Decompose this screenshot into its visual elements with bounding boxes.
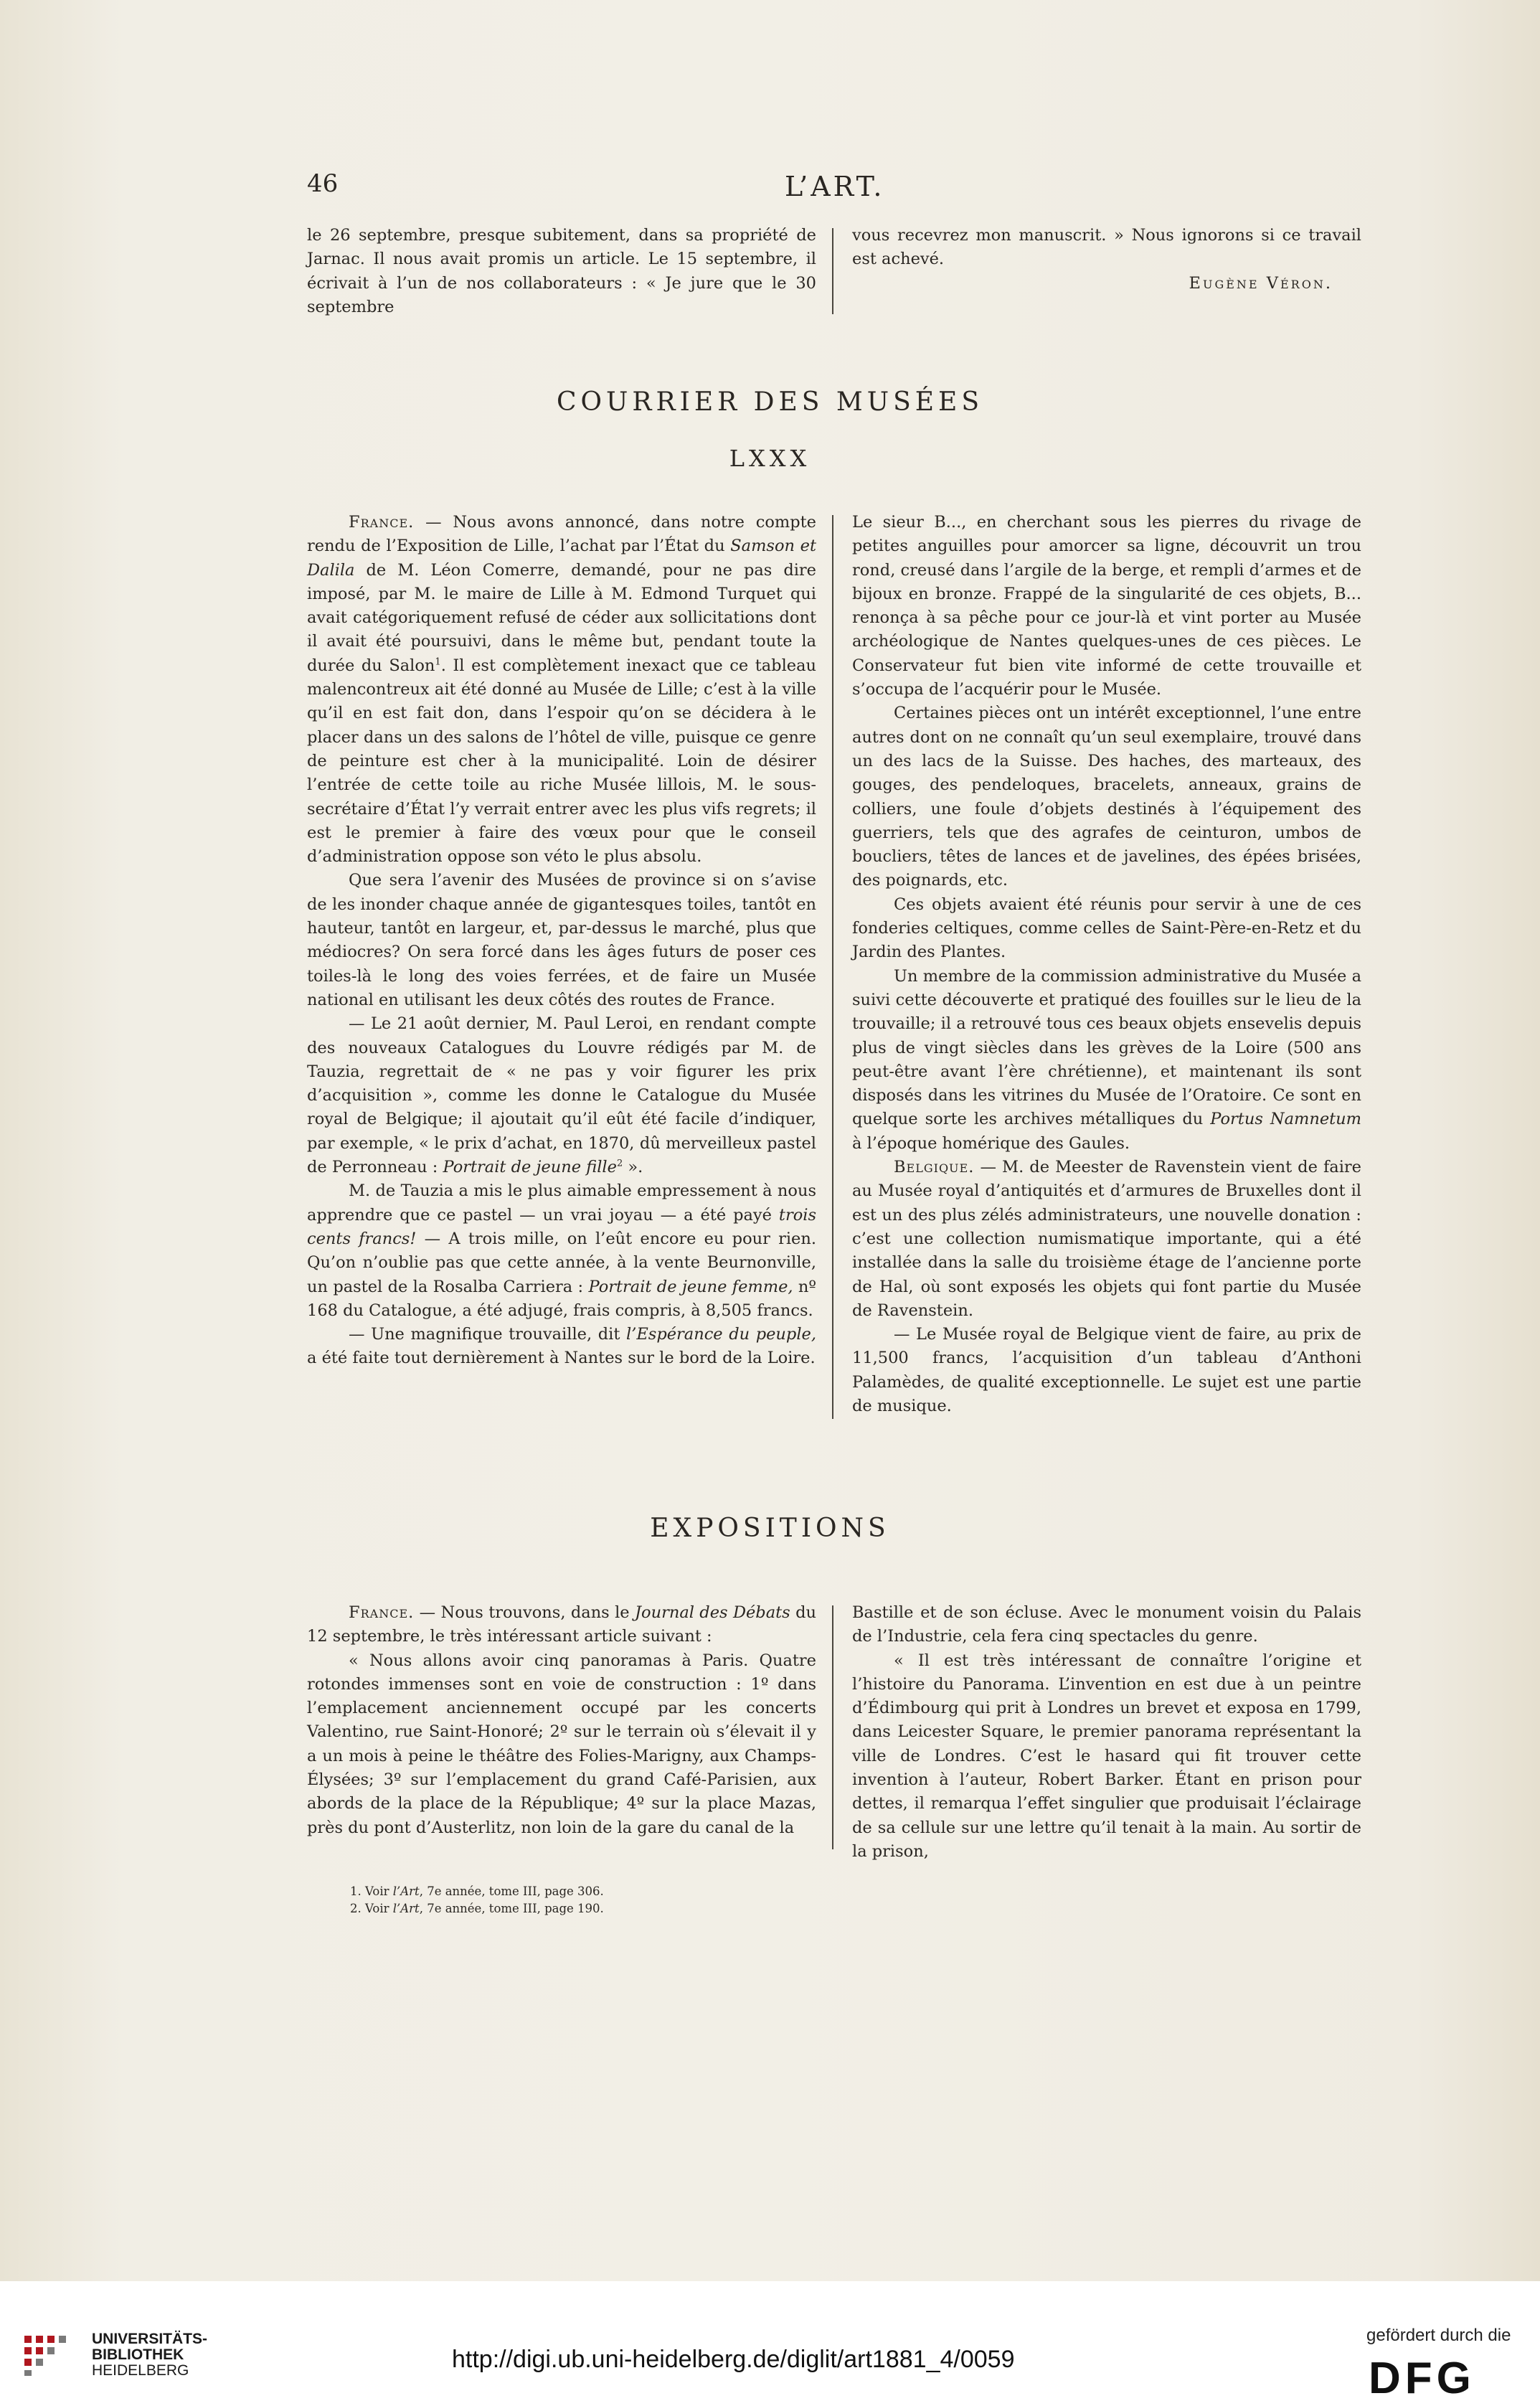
page-number: 46 [307, 169, 339, 198]
library-name-line: BIBLIOTHEK [92, 2346, 184, 2363]
paragraph: Bastille et de son écluse. Avec le monument voisin du Palais de l’Industrie, cela fera cinq spectacles du genre. [852, 1603, 1361, 1646]
paragraph [307, 1012, 816, 1179]
text-run: 1. Voir [350, 1884, 393, 1898]
italic-title: Portrait de jeune fille [443, 1158, 617, 1177]
country-label: Belgique. [894, 1158, 975, 1177]
section-number: LXXX [729, 445, 811, 472]
expositions-left-column [307, 1601, 816, 1840]
italic-title: l’Art [392, 1884, 420, 1898]
text-run: — Le 21 août dernier, M. Paul Leroi, en rendant compte des nouveaux Catalogues du Louvre rédigés par M. de Tauzia, regrettait de « ne pas y voir figurer les prix d’acquisition », comme les donne le Catalogue du Musée royal de Belgique; il ajoutait qu’il eût été facile d’indiquer, par exemple, « le prix d’achat, en 1870, dû merveilleux pastel de Perronneau : [307, 1014, 816, 1177]
text-run: — M. de Meester de Ravenstein vient de faire au Musée royal d’antiquités et d’armures de Bruxelles dont il est un des plus zélés administrateurs, une nouvelle donation : c’est une collection numismatique importante, qui a été installée dans la salle du troisième étage de l’ancienne porte de Hal, où sont exposés les objets qui font partie du Musée de Ravenstein. [852, 1158, 1361, 1320]
funded-by-text: gefördert durch die [1366, 2326, 1511, 2345]
footnote-ref: 1 [435, 656, 441, 668]
text-run: . Il est complètement inexact que ce tableau malencontreux ait été donné au Musée de Lille; c’est à la ville qu’il en est fait don, dans l’espoir qu’on se décidera à le placer dans un des salons de l’hôtel de ville, puisque ce genre de peinture est cher à la municipalité. Loin de désirer l’entrée de cette toile au riche Musée lillois, M. le sous-secrétaire d’État l’y verrait entrer avec les plus vifs regrets; il est le premier à faire des vœux pour que le conseil d’administration oppose son véto le plus absolu. [307, 656, 816, 867]
intro-right-column [852, 224, 1361, 296]
text-run: , 7e année, tome III, page 306. [419, 1884, 604, 1898]
italic-text: trois cents francs! [307, 1205, 816, 1248]
paragraph [307, 1601, 816, 1649]
text-run: 2. Voir [350, 1902, 393, 1915]
paragraph: Le sieur B..., en cherchant sous les pierres du rivage de petites anguilles pour amorcer sa ligne, découvrit un trou rond, creusé dans l’argile de la berge, et rempli d’armes et de bijoux en bronze. Frappé de la singularité de ces objets, B... renonça à sa pêche pour ce jour-là et vint porter au Musée archéologique de Nantes quelques-unes de ces pièces. Le Conservateur fut bien vite informé de cette trouvaille et s’occupa de l’acquérir pour le Musée. [852, 513, 1361, 699]
paragraph: Que sera l’avenir des Musées de province si on s’avise de les inonder chaque année de gigantesques toiles, tantôt en hauteur, tantôt en largeur, et, par-dessus le marché, plus que médiocres? On sera forcé dans les âges futurs de poser ces toiles-là le long des voies ferrées, et de faire un Musée national en utilisant les deux côtés des routes de France. [307, 871, 816, 1009]
text-run: — Une magnifique trouvaille, dit [349, 1325, 626, 1344]
column-divider [832, 228, 833, 314]
text-run: , 7e année, tome III, page 190. [419, 1902, 604, 1915]
source-url-link[interactable]: http://digi.ub.uni-heidelberg.de/diglit/art1881_4/0059 [452, 2346, 1015, 2373]
text-run: nº 168 du Catalogue, a été adjugé, frais compris, à 8,505 francs. [307, 1277, 816, 1320]
country-label: France. [349, 513, 415, 532]
intro-left-column [307, 224, 816, 319]
library-name-line: UNIVERSITÄTS- [92, 2331, 208, 2347]
italic-title: Journal des Débats [635, 1603, 790, 1622]
column-divider [832, 1605, 833, 1849]
footnote-ref: 2 [616, 1158, 623, 1169]
column-divider [832, 515, 833, 1419]
footer-bar [0, 2281, 1540, 2406]
paragraph: Ces objets avaient été réunis pour servir à une de ces fonderies celtiques, comme celles de Saint-Père-en-Retz et du Jardin des Plantes. [852, 895, 1361, 962]
paragraph [307, 1323, 816, 1371]
country-label: France. [349, 1603, 415, 1622]
italic-title: Samson et Dalila [307, 537, 816, 580]
text-run: Un membre de la commission administrative du Musée a suivi cette découverte et pratiqué des fouilles sur le lieu de la trouvaille; il a retrouvé tous ces beaux objets ensevelis depuis plus de vingt siècles dans les grèves de la Loire (500 ans peut-être avant l’ère chrétienne), et maintenant ils sont disposés dans les vitrines du Musée de l’Oratoire. Ce sont en quelque sorte les archives métalliques du [852, 966, 1361, 1129]
section-title-expositions: EXPOSITIONS [650, 1514, 890, 1543]
footnote-1 [350, 1883, 604, 1900]
paragraph [307, 511, 816, 869]
text-run: a été faite tout dernièrement à Nantes sur le bord de la Loire. [307, 1349, 816, 1368]
italic-title: Portrait de jeune femme, [588, 1277, 793, 1296]
text-run: — Nous trouvons, dans le [414, 1603, 636, 1622]
paragraph [852, 1156, 1361, 1323]
running-title: L’ART. [785, 171, 885, 202]
footnotes [350, 1883, 604, 1917]
courrier-right-column [852, 511, 1361, 1418]
text-run: ». [623, 1158, 643, 1177]
italic-title: l’Art [392, 1902, 420, 1915]
paragraph: Certaines pièces ont un intérêt exceptionnel, l’une entre autres dont on ne connaît qu’un seul exemplaire, trouvé dans un des lacs de la Suisse. Des haches, des marteaux, des gouges, des pendeloques, bracelets, anneaux, grains de colliers, une foule d’objets destinés à l’équipement des guerriers, tels que des agrafes de ceinturon, umbos de boucliers, têtes de lances et de javelines, des épées brisées, des poignards, etc. [852, 704, 1361, 890]
paragraph: « Il est très intéressant de connaître l’origine et l’histoire du Panorama. L’invention en est due à un peintre d’Édimbourg qui prit à Londres un brevet et exposa en 1799, dans Leicester Square, le premier panorama représentant la ville de Londres. C’est le hasard qui fit trouver cette invention à l’auteur, Robert Barker. Étant en prison pour dettes, il remarqua l’effet singulier que produisait l’éclairage de sa cellule sur une lettre qu’il tenait à la main. Au sortir de la prison, [852, 1651, 1361, 1861]
expositions-right-column [852, 1601, 1361, 1864]
intro-left-paragraph: le 26 septembre, presque subitement, dans sa propriété de Jarnac. Il nous avait promis un article. Le 15 septembre, il écrivait à l’un de nos collaborateurs : « Je jure que le 30 septembre [307, 226, 816, 316]
paragraph: — Le Musée royal de Belgique vient de faire, au prix de 11,500 francs, l’acquisition d’un tableau d’Anthoni Palamèdes, de qualité exceptionnelle. Le sujet est une partie de musique. [852, 1325, 1361, 1415]
library-name-line: HEIDELBERG [92, 2362, 189, 2379]
text-run: — Nous avons annoncé, dans notre compte rendu de l’Exposition de Lille, l’achat par l’État du [307, 513, 816, 556]
intro-right-paragraph: vous recevrez mon manuscrit. » Nous ignorons si ce travail est achevé. [852, 226, 1361, 269]
dfg-logo: DFG [1369, 2354, 1475, 2403]
courrier-left-column [307, 511, 816, 1371]
text-run: du 12 septembre, le très intéressant article suivant : [307, 1603, 816, 1646]
paragraph: « Nous allons avoir cinq panoramas à Paris. Quatre rotondes immenses sont en voie de construction : 1º dans l’emplacement anciennement occupé par les concerts Valentino, rue Saint-Honoré; 2º sur le terrain où s’élevait il y a un mois à peine le théâtre des Folies-Marigny, aux Champs-Élysées; 3º sur l’emplacement du grand Café-Parisien, aux abords de la place de la République; 4º sur la place Mazas, près du pont d’Austerlitz, non loin de la gare du canal de la [307, 1651, 816, 1837]
library-name [92, 2331, 207, 2379]
italic-title: l’Espérance du peuple, [626, 1325, 816, 1344]
text-run: à l’époque homérique des Gaules. [852, 1133, 1130, 1153]
text-run: — A trois mille, on l’eût encore eu pour rien. Qu’on n’oublie pas que cette année, à la vente Beurnonville, un pastel de la Rosalba Carriera : [307, 1229, 817, 1296]
paragraph [852, 965, 1361, 1156]
library-logo-icon [20, 2331, 85, 2377]
italic-title: Portus Namnetum [1210, 1110, 1362, 1129]
text-run: de M. Léon Comerre, demandé, pour ne pas dire imposé, par M. le maire de Lille à M. Edmond Turquet qui avait catégoriquement refusé de céder aux sollicitations dont il avait été poursuivi, dans le même but, pendant toute la durée du Salon [307, 560, 816, 675]
text-run: M. de Tauzia a mis le plus aimable empressement à nous apprendre que ce pastel — un vrai joyau — a été payé [307, 1181, 816, 1225]
paragraph [307, 1179, 816, 1323]
author-signature: Eugène Véron. [1189, 273, 1333, 293]
footnote-2 [350, 1900, 604, 1917]
section-title-courrier: COURRIER DES MUSÉES [557, 387, 983, 417]
